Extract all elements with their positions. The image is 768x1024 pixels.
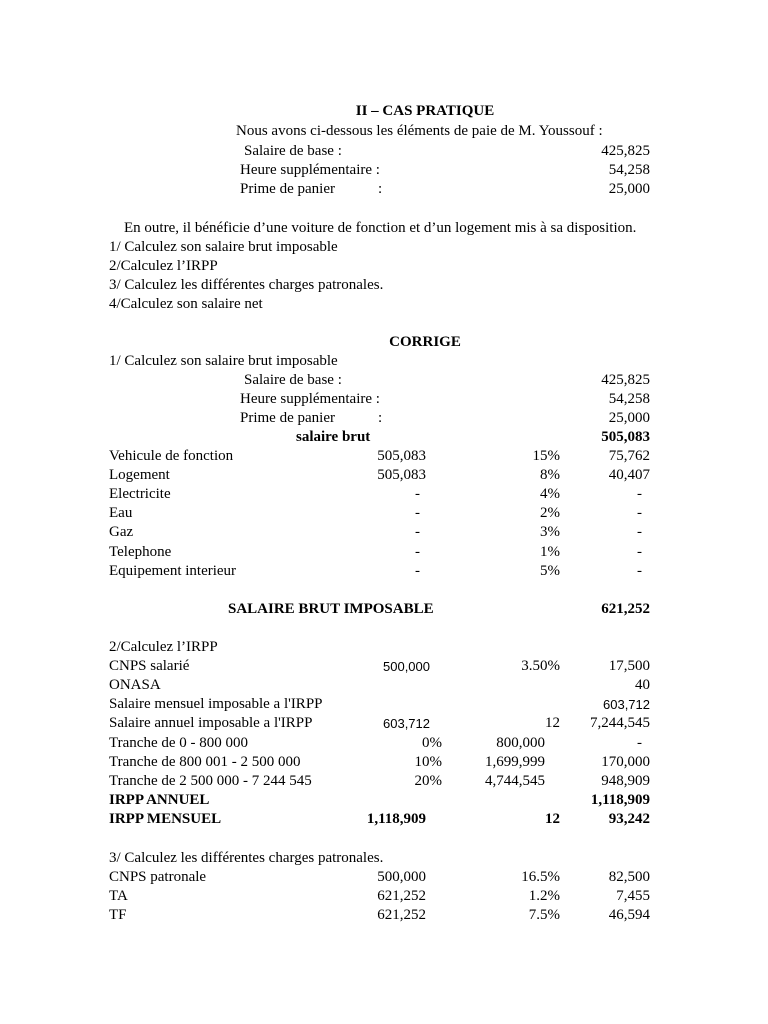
avantage-rate: 15% <box>532 448 560 464</box>
irpp-annuel-amount: 1,118,909 <box>590 792 650 808</box>
irpp-mensuel-div: 12 <box>545 811 560 827</box>
avantage-rate: 5% <box>540 563 560 579</box>
avantage-base: - <box>415 505 420 521</box>
avantage-base: - <box>415 563 420 579</box>
question: 4/Calculez son salaire net <box>109 296 263 312</box>
irpp-mensuel-base: 1,118,909 <box>366 811 426 827</box>
charge-amount: 7,455 <box>616 888 650 904</box>
corrige-title: CORRIGE <box>389 334 461 350</box>
element-value: 25,000 <box>608 410 650 426</box>
tranche-amount: 170,000 <box>601 754 650 770</box>
tranche-base: 1,699,999 <box>485 754 545 770</box>
avantage-rate: 4% <box>540 486 560 502</box>
charge-base: 621,252 <box>377 907 426 923</box>
charge-base: 621,252 <box>377 888 426 904</box>
question: 3/ Calculez les différentes charges patronales. <box>109 277 384 293</box>
element-separator: : <box>378 410 383 426</box>
element-label: Prime de panier <box>240 181 335 197</box>
element-label: Heure supplémentaire : <box>240 162 380 178</box>
tranche-amount: - <box>637 735 642 751</box>
q3-heading: 3/ Calculez les différentes charges patronales. <box>109 850 384 866</box>
cnps-salarie-rate: 3.50% <box>521 658 560 674</box>
element-value: 54,258 <box>608 391 650 407</box>
irpp-mensuel-label: IRPP MENSUEL <box>109 811 222 827</box>
annuel-imposable-label: Salaire annuel imposable a l'IRPP <box>109 715 313 731</box>
brut-imposable-value: 621,252 <box>601 601 650 617</box>
irpp-mensuel-amount: 93,242 <box>608 811 650 827</box>
avantage-amount: 40,407 <box>608 467 650 483</box>
charge-rate: 1.2% <box>528 888 560 904</box>
avantage-base: - <box>415 486 420 502</box>
brut-value: 505,083 <box>601 429 650 445</box>
charge-base: 500,000 <box>377 869 426 885</box>
onasa-label: ONASA <box>109 677 161 693</box>
section-title: II – CAS PRATIQUE <box>355 103 495 119</box>
avantage-amount: - <box>637 505 642 521</box>
avantage-amount: - <box>637 524 642 540</box>
avantage-label: Logement <box>109 467 170 483</box>
element-separator: : <box>378 181 383 197</box>
element-label: Salaire de base : <box>244 372 342 388</box>
element-label: Prime de panier <box>240 410 335 426</box>
annuel-imposable-mult: 12 <box>545 715 560 731</box>
mensuel-imposable-label: Salaire mensuel imposable a l'IRPP <box>109 696 323 712</box>
avantage-amount: 75,762 <box>608 448 650 464</box>
cnps-salarie-amount: 17,500 <box>608 658 650 674</box>
avantage-label: Gaz <box>109 524 134 540</box>
avantage-base: 505,083 <box>377 448 426 464</box>
brut-label: salaire brut <box>296 429 371 445</box>
annuel-imposable-base: 603,712 <box>383 716 430 731</box>
tranche-base: 4,744,545 <box>485 773 545 789</box>
avantage-amount: - <box>637 544 642 560</box>
avantage-base: - <box>415 544 420 560</box>
element-value: 25,000 <box>608 181 650 197</box>
note-text: En outre, il bénéficie d’une voiture de fonction et d’un logement mis à sa disposition. <box>124 220 637 236</box>
avantage-rate: 2% <box>540 505 560 521</box>
cnps-salarie-base: 500,000 <box>383 659 430 674</box>
avantage-rate: 8% <box>540 467 560 483</box>
intro-text: Nous avons ci-dessous les éléments de paie de M. Youssouf : <box>236 123 603 139</box>
avantage-label: Electricite <box>109 486 171 502</box>
tranche-amount: 948,909 <box>601 773 650 789</box>
element-label: Salaire de base : <box>244 143 342 159</box>
avantage-label: Equipement interieur <box>109 563 237 579</box>
q2-heading: 2/Calculez l’IRPP <box>109 639 218 655</box>
element-label: Heure supplémentaire : <box>240 391 380 407</box>
avantage-rate: 1% <box>540 544 560 560</box>
mensuel-imposable-amount: 603,712 <box>603 697 650 712</box>
avantage-amount: - <box>637 486 642 502</box>
tranche-label: Tranche de 800 001 - 2 500 000 <box>109 754 301 770</box>
q1-heading: 1/ Calculez son salaire brut imposable <box>109 353 338 369</box>
charge-label: CNPS patronale <box>109 869 207 885</box>
charge-label: TF <box>109 907 127 923</box>
tranche-rate: 0% <box>422 735 442 751</box>
avantage-rate: 3% <box>540 524 560 540</box>
avantage-label: Eau <box>109 505 133 521</box>
element-value: 425,825 <box>601 143 650 159</box>
avantage-base: - <box>415 524 420 540</box>
tranche-label: Tranche de 0 - 800 000 <box>109 735 249 751</box>
onasa-amount: 40 <box>635 677 650 693</box>
avantage-base: 505,083 <box>377 467 426 483</box>
element-value: 54,258 <box>608 162 650 178</box>
irpp-annuel-label: IRPP ANNUEL <box>109 792 210 808</box>
question: 2/Calculez l’IRPP <box>109 258 218 274</box>
avantage-amount: - <box>637 563 642 579</box>
element-value: 425,825 <box>601 372 650 388</box>
brut-imposable-label: SALAIRE BRUT IMPOSABLE <box>228 601 434 617</box>
avantage-label: Telephone <box>109 544 172 560</box>
charge-amount: 82,500 <box>608 869 650 885</box>
cnps-salarie-label: CNPS salarié <box>109 658 190 674</box>
avantage-label: Vehicule de fonction <box>109 448 234 464</box>
charge-rate: 7.5% <box>528 907 560 923</box>
tranche-rate: 10% <box>414 754 442 770</box>
tranche-label: Tranche de 2 500 000 - 7 244 545 <box>109 773 312 789</box>
charge-rate: 16.5% <box>521 869 560 885</box>
charge-amount: 46,594 <box>608 907 650 923</box>
charge-label: TA <box>109 888 128 904</box>
tranche-rate: 20% <box>414 773 442 789</box>
tranche-base: 800,000 <box>496 735 545 751</box>
annuel-imposable-amount: 7,244,545 <box>590 715 650 731</box>
question: 1/ Calculez son salaire brut imposable <box>109 239 338 255</box>
